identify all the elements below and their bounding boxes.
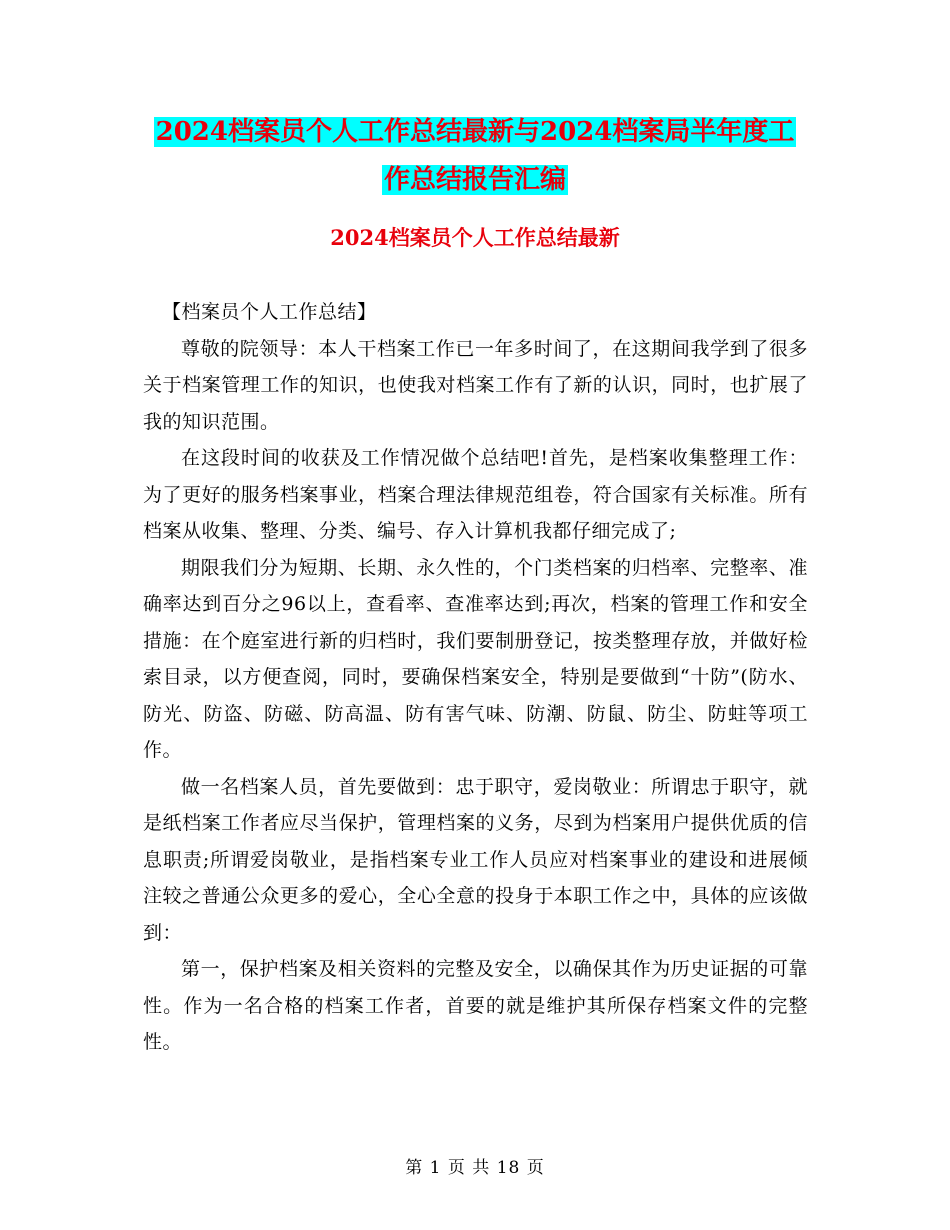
paragraph: 做一名档案人员，首先要做到：忠于职守，爱岗敬业：所谓忠于职守，就是纸档案工作者应尽当保护，管理档案的义务，尽到为档案用户提供优质的信息职责;所谓爱岗敬业，是指档案专业工作人员应对档案事业的建设和进展倾注较之普通公众更多的爱心，全心全意的投身于本职工作之中，具体的应该做到： [143,775,808,944]
page-number-footer: 第 1 页 共 18 页 [405,1158,545,1178]
document-body [143,294,808,1061]
document-title-line1: 2024档案员个人工作总结最新与2024档案局半年度工 [155,117,795,147]
paragraph: 第一，保护档案及相关资料的完整及安全，以确保其作为历史证据的可靠性。作为一名合格的档案工作者，首要的就是维护其所保存档案文件的完整性。 [143,958,808,1053]
document-title [0,108,950,204]
paragraph-subheading: 【档案员个人工作总结】 [162,301,377,323]
paragraph: 期限我们分为短期、长期、永久性的，个门类档案的归档率、完整率、准确率达到百分之96以上，查看率、查准率达到;再次，档案的管理工作和安全措施：在个庭室进行新的归档时，我们要制册登记，按类整理存放，并做好检索目录，以方便查阅，同时，要确保档案安全，特别是要做到“十防”(防水、防光、防盗、防磁、防高温、防有害气味、防潮、防鼠、防尘、防蛀等项工作。 [143,556,808,761]
paragraph: 尊敬的院领导：本人干档案工作已一年多时间了，在这期间我学到了很多关于档案管理工作的知识，也使我对档案工作有了新的认识，同时，也扩展了我的知识范围。 [143,337,808,433]
document-title-line2: 作总结报告汇编 [383,165,566,195]
paragraph: 在这段时间的收获及工作情况做个总结吧!首先，是档案收集整理工作：为了更好的服务档案事业，档案合理法律规范组卷，符合国家有关标准。所有档案从收集、整理、分类、编号、存入计算机我都仔细完成了; [143,447,808,542]
section-title: 2024档案员个人工作总结最新 [330,225,620,250]
